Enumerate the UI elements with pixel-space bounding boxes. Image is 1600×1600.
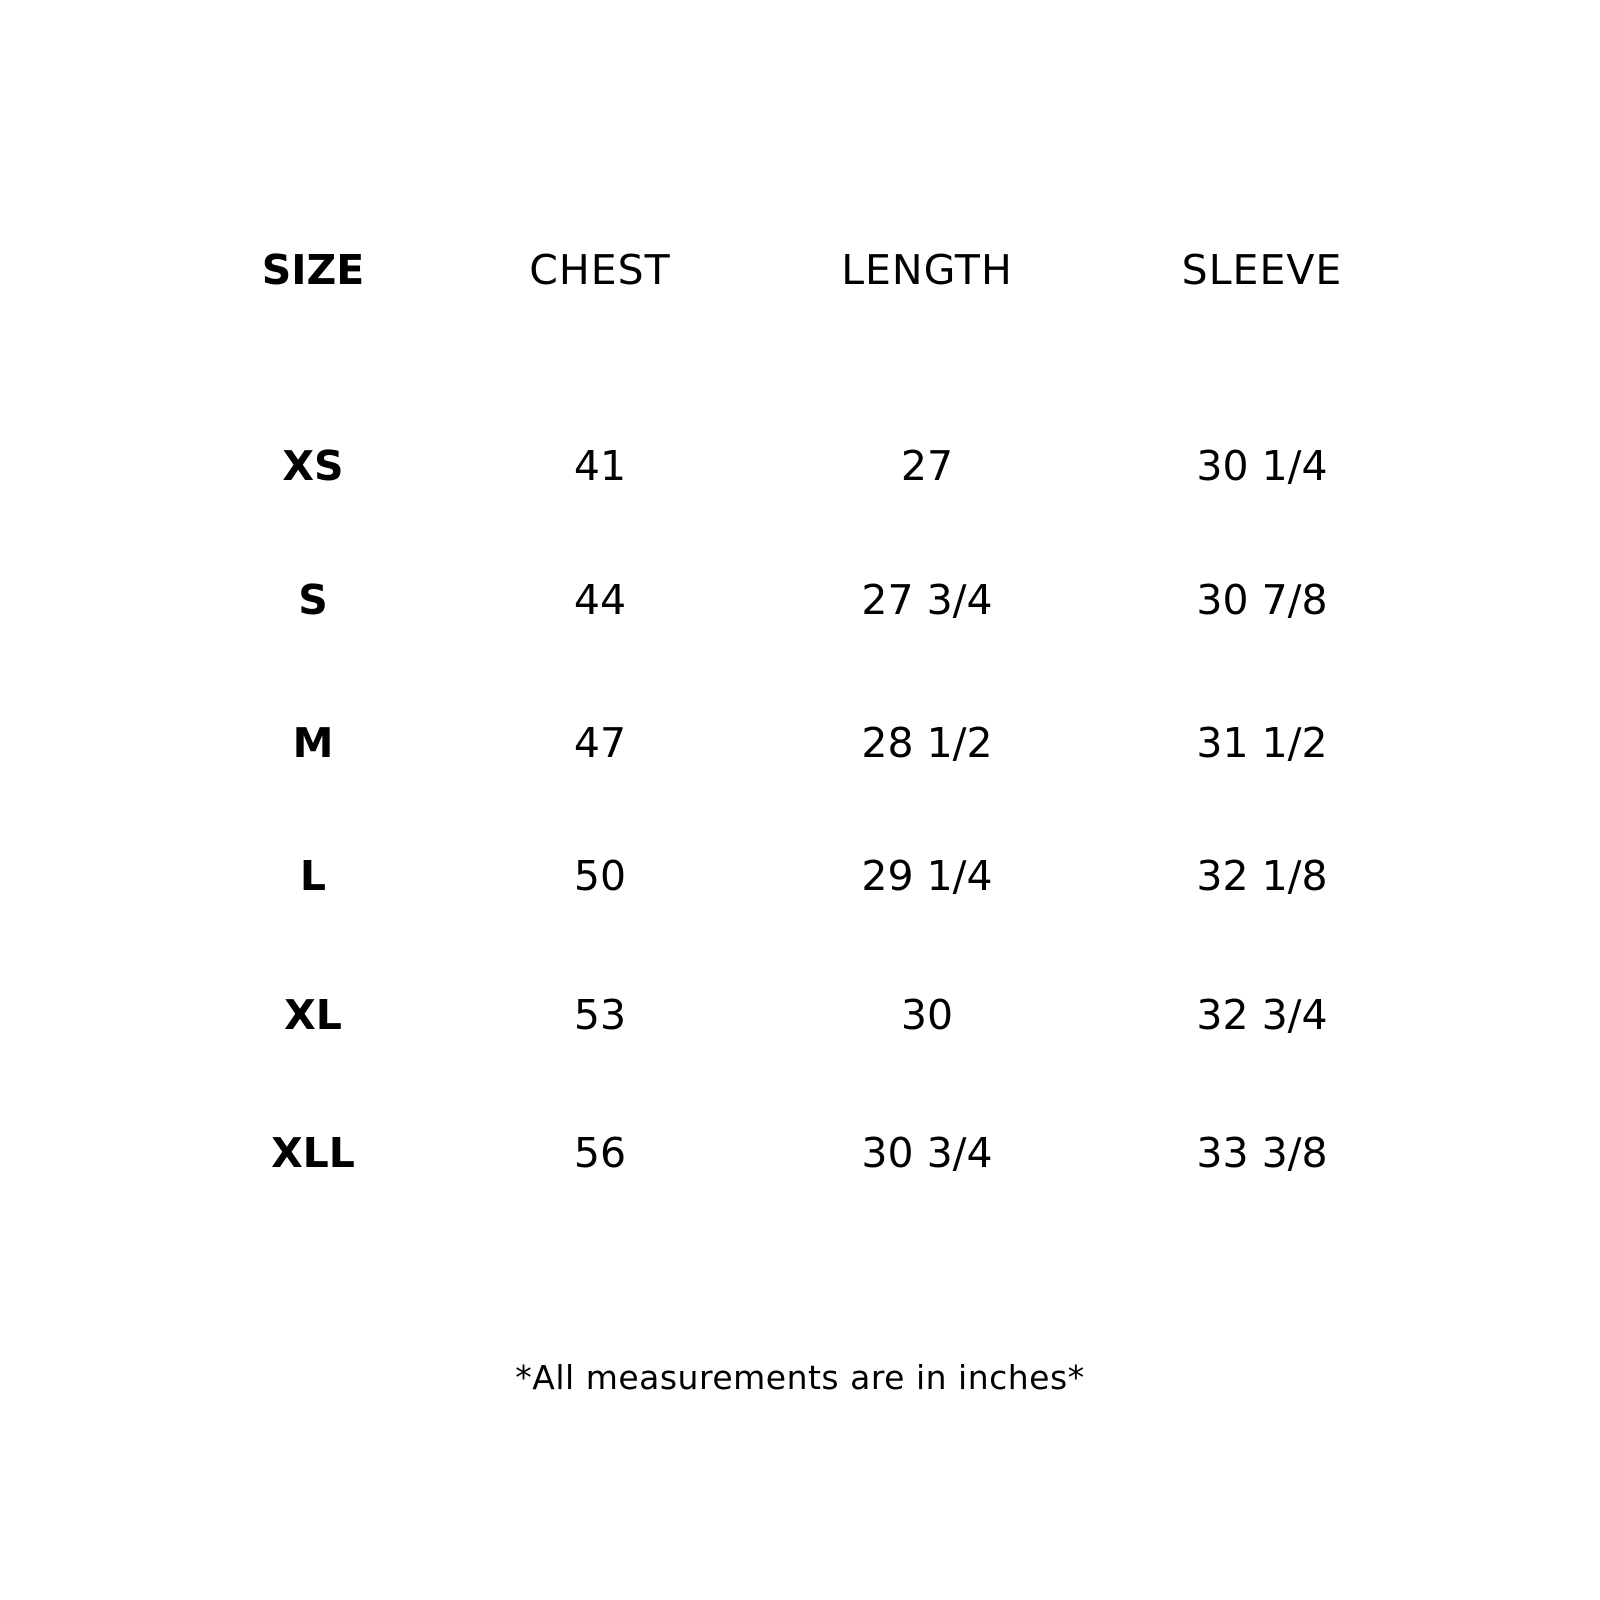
row-size: M [292,719,334,767]
row-chest: 50 [573,852,627,900]
header-size: SIZE [261,246,365,294]
row-size: S [298,576,328,624]
row-length: 28 1/2 [861,719,993,767]
row-chest: 44 [573,576,627,624]
row-sleeve: 30 7/8 [1196,576,1328,624]
row-chest: 47 [573,719,627,767]
row-sleeve: 32 1/8 [1196,852,1328,900]
row-sleeve: 31 1/2 [1196,719,1328,767]
row-size: L [299,852,327,900]
header-length: LENGTH [841,246,1013,294]
header-chest: CHEST [529,246,671,294]
row-chest: 53 [573,991,627,1039]
row-length: 30 [900,991,954,1039]
row-chest: 41 [573,442,627,490]
row-length: 27 [900,442,954,490]
measurement-footnote: *All measurements are in inches* [515,1358,1085,1397]
row-sleeve: 32 3/4 [1196,991,1328,1039]
row-size: XLL [271,1129,355,1177]
row-size: XS [282,442,344,490]
row-size: XL [284,991,342,1039]
row-sleeve: 30 1/4 [1196,442,1328,490]
row-length: 29 1/4 [861,852,993,900]
row-chest: 56 [573,1129,627,1177]
header-sleeve: SLEEVE [1181,246,1343,294]
row-length: 30 3/4 [861,1129,993,1177]
row-length: 27 3/4 [861,576,993,624]
row-sleeve: 33 3/8 [1196,1129,1328,1177]
